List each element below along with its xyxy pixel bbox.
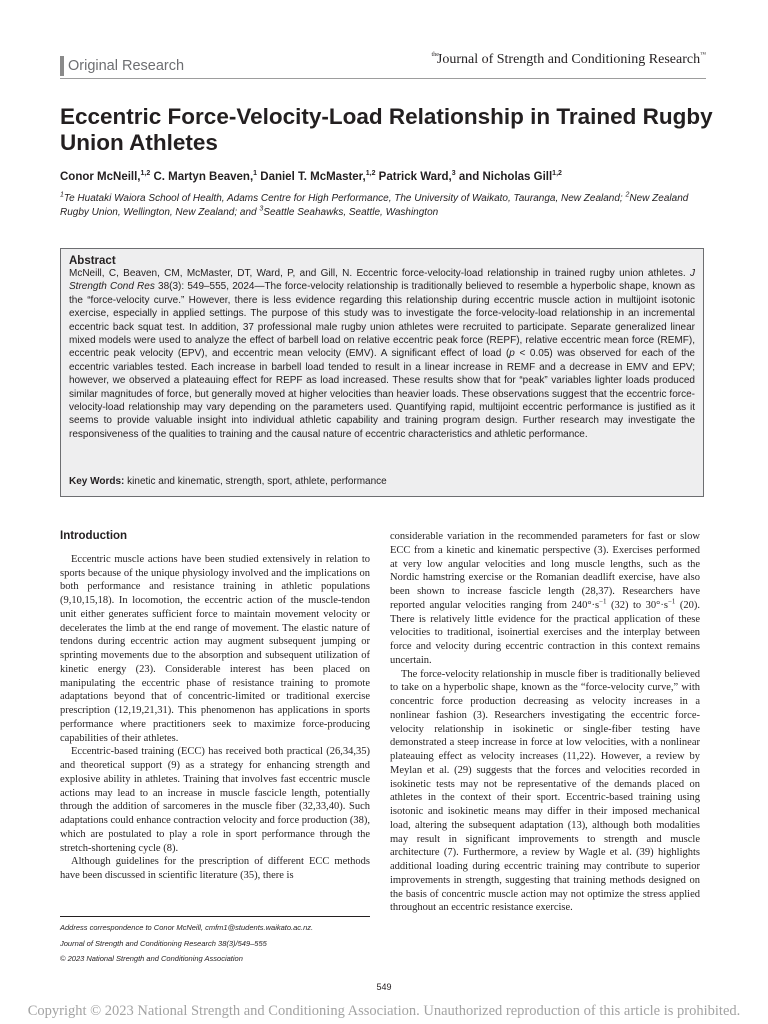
keywords-list: kinetic and kinematic, strength, sport, athlete, performance	[124, 476, 387, 487]
abstract-text	[69, 267, 695, 441]
abstract-box	[60, 248, 704, 497]
author-affiliation-mark: 1,2	[552, 170, 562, 178]
footnotes	[60, 920, 380, 967]
header-divider	[60, 78, 706, 79]
affiliation-mark: 3	[259, 205, 264, 213]
correspondence-note: Address correspondence to Conor McNeill, cmfm1@students.waikato.ac.nz.	[60, 923, 314, 932]
paragraph	[390, 530, 700, 668]
author: C. Martyn Beaven,	[153, 171, 254, 183]
author-affiliation-mark: 1	[253, 170, 258, 178]
paragraph-text: (32) to 30°·s	[606, 599, 668, 611]
author-list	[60, 171, 720, 183]
author-affiliation-mark: 1,2	[140, 170, 151, 178]
author-affiliation-mark: 1,2	[365, 170, 376, 178]
author: Conor McNeill,	[60, 171, 141, 183]
paragraph: Eccentric-based training (ECC) has received both practical (26,34,35) and theoretical support (9) as a strategy for enhancing strength and explosive ability in athletes. Training that involves fast eccentric muscle actions may lead to an increase in muscle fascicle length, potentially through the addition of sarcomeres in the muscle fiber (32,33,40). Such adaptations could enhance contraction velocity and force production (38), which are postulated to play a role in sport performance through the stretch-shortening cycle (8).	[60, 746, 370, 854]
article-title: Eccentric Force-Velocity-Load Relationship in Trained Rugby Union Athletes	[60, 104, 713, 155]
author: Patrick Ward,	[378, 171, 452, 183]
affiliation-mark: 1	[60, 191, 64, 199]
journal-citation-note: Journal of Strength and Conditioning Research 38(3)/549–555	[60, 938, 267, 948]
author: Daniel T. McMaster,	[260, 171, 366, 183]
affiliation-text: Te Huataki Waiora School of Health, Adams Centre for High Performance, The University of Waikato, Tauranga, New Zealand;	[63, 193, 626, 204]
superscript: −1	[667, 597, 676, 606]
paragraph-text: (20). There is relatively little evidence for the practical application of these velocities to traditional, isoinertial exercises and the interplay between force and velocity during eccentric contraction in this context remains uncertain.	[390, 599, 700, 666]
paragraph: Although guidelines for the prescription of different ECC methods have been discussed in scientific literature (35), there is	[60, 856, 370, 881]
affiliation-mark: 2	[625, 191, 630, 199]
abstract-journal-abbrev: J Strength Cond Res	[69, 268, 695, 293]
affiliation-text: Seattle Seahawks, Seattle, Washington	[263, 207, 439, 218]
journal-title-text: Journal of Strength and Conditioning Research	[436, 52, 701, 67]
paragraph-text: considerable variation in the recommended parameters for fast or slow ECC from a kinetic and kinematic perspective (3). Exercises performed at very low angular velocities and long muscle lengths, such as the Nordic hamstring exercise or the Romanian deadlift exercise, have also been shown to increase fascicle length (28,37). Researchers have reported angular velocities ranging from 240°·s	[390, 531, 700, 611]
keywords-label: Key Words:	[69, 476, 125, 487]
paragraph: The force-velocity relationship in muscle fiber is traditionally believed to take on a hyperbolic shape, known as the “force-velocity curve,” with concentric force production decreasing as velocity increases in a nonlinear fashion (3). Researchers investigating the eccentric force-velocity relationship in isokinetic or single-fiber testing have demonstrated a steep increase in force at low velocities, with a nonlinear plateauing effect as velocity increases (11,22). However, a review by Meylan et al. (29) suggests that the forces and velocities recorded in isokinetic tests may not be representative of the demands placed on athletes in the context of their sport. Eccentric-based training using isotonic and isokinetic means may differ in their imposed mechanical load, altering the subsequent adaptation (13), although both modalities may result in significant improvements to strength and muscle architecture (7). Furthermore, a review by Wagle et al. (39) highlights additional loading during eccentric training may contribute to superior improvements in strength, suggesting that training methods designed on the basis of concentric muscle action may not optimize the stress applied throughout an eccentric resistance exercise.	[390, 668, 700, 914]
affiliations	[60, 192, 708, 220]
abstract-heading: Abstract	[69, 255, 116, 267]
journal-title-prefix: the	[431, 52, 439, 58]
keywords	[69, 476, 387, 487]
copyright-footer: Copyright © 2023 National Strength and Conditioning Association. Unauthorized reproduction of this article is prohibited.	[27, 1003, 741, 1019]
superscript: −1	[599, 597, 607, 606]
affiliation-text: New Zealand Rugby Union, Wellington, New Zealand; and	[60, 193, 689, 218]
journal-trademark: ™	[700, 52, 706, 58]
footnote-divider	[60, 916, 370, 917]
left-column	[60, 530, 370, 883]
section-label	[60, 56, 184, 76]
section-label-text: Original Research	[68, 58, 185, 74]
copyright-note: © 2023 National Strength and Conditioning Association	[60, 954, 243, 963]
abstract-body-continued: < 0.05) was observed for each of the eccentric variables tested. Each increase in barbell load tended to result in a linear increase in REMF and a decrease in EMV and EPV; however, we observed a plateauing effect for REPF as load increased. These results show that for “peak” variables lighter loads produced similar magnitudes of force, but generally moved at higher velocities than heavier loads. These observations suggest that the eccentric force-velocity-load relationship may vary depending on the parameters used. Quantifying rapid, multijoint eccentric performance is justified as it seems to provide valuable insight into individual athletic capability and training program design. Further research may investigate the responsiveness of the qualities to training and the causal nature of eccentric characteristics and athletic performance.	[69, 348, 695, 440]
right-column	[390, 530, 700, 915]
abstract-body: 38(3): 549–555, 2024—The force-velocity relationship is traditionally believed to resemble a hyperbolic shape, known as the “force-velocity curve.” However, there is less evidence regarding this relationship during eccentric muscle action in multijoint isotonic exercise, especially in applied settings. The purpose of this study was to investigate the force-velocity-load relationship in an incremental eccentric back squat test. In addition, 37 professional male rugby union athletes were recruited to participate. Separate generalized linear mixed models were used to analyze the effect of barbell load on relative eccentric peak force (REPF), relative eccentric mean force (REMF), eccentric peak velocity (EPV), and eccentric mean velocity (EMV). A significant effect of load (	[69, 281, 695, 360]
section-accent-bar	[60, 56, 64, 76]
introduction-heading: Introduction	[60, 530, 128, 542]
author-affiliation-mark: 3	[451, 170, 456, 178]
abstract-p-symbol: p	[509, 348, 515, 360]
page-number: 549	[376, 982, 392, 992]
author: and Nicholas Gill	[458, 171, 553, 183]
journal-title	[432, 52, 706, 68]
paragraph: Eccentric muscle actions have been studied extensively in relation to sports because of the unique physiology involved and the implications on both performance and resistance training in athletic populations (9,10,15,18). In locomotion, the eccentric action of the muscle-tendon unit either generates sufficient force to maintain movement velocity or decelerates the limb at the end range of movement. The elastic nature of tendons during eccentric action may augment subsequent jumping or sprinting movements due to the absorption and subsequent utilization of kinetic energy (23). Considerable interest has been placed on manipulating the eccentric phase of resistance training to promote adaptations beyond that of concentric-limited or traditional exercise prescription (12,19,21,31). This phenomenon has applications in sports performance where practitioners seek to maximize force-producing capabilities of their athletes.	[60, 553, 370, 744]
abstract-citation: McNeill, C, Beaven, CM, McMaster, DT, Ward, P, and Gill, N. Eccentric force-velocity-load relationship in trained rugby union athletes.	[69, 268, 690, 279]
